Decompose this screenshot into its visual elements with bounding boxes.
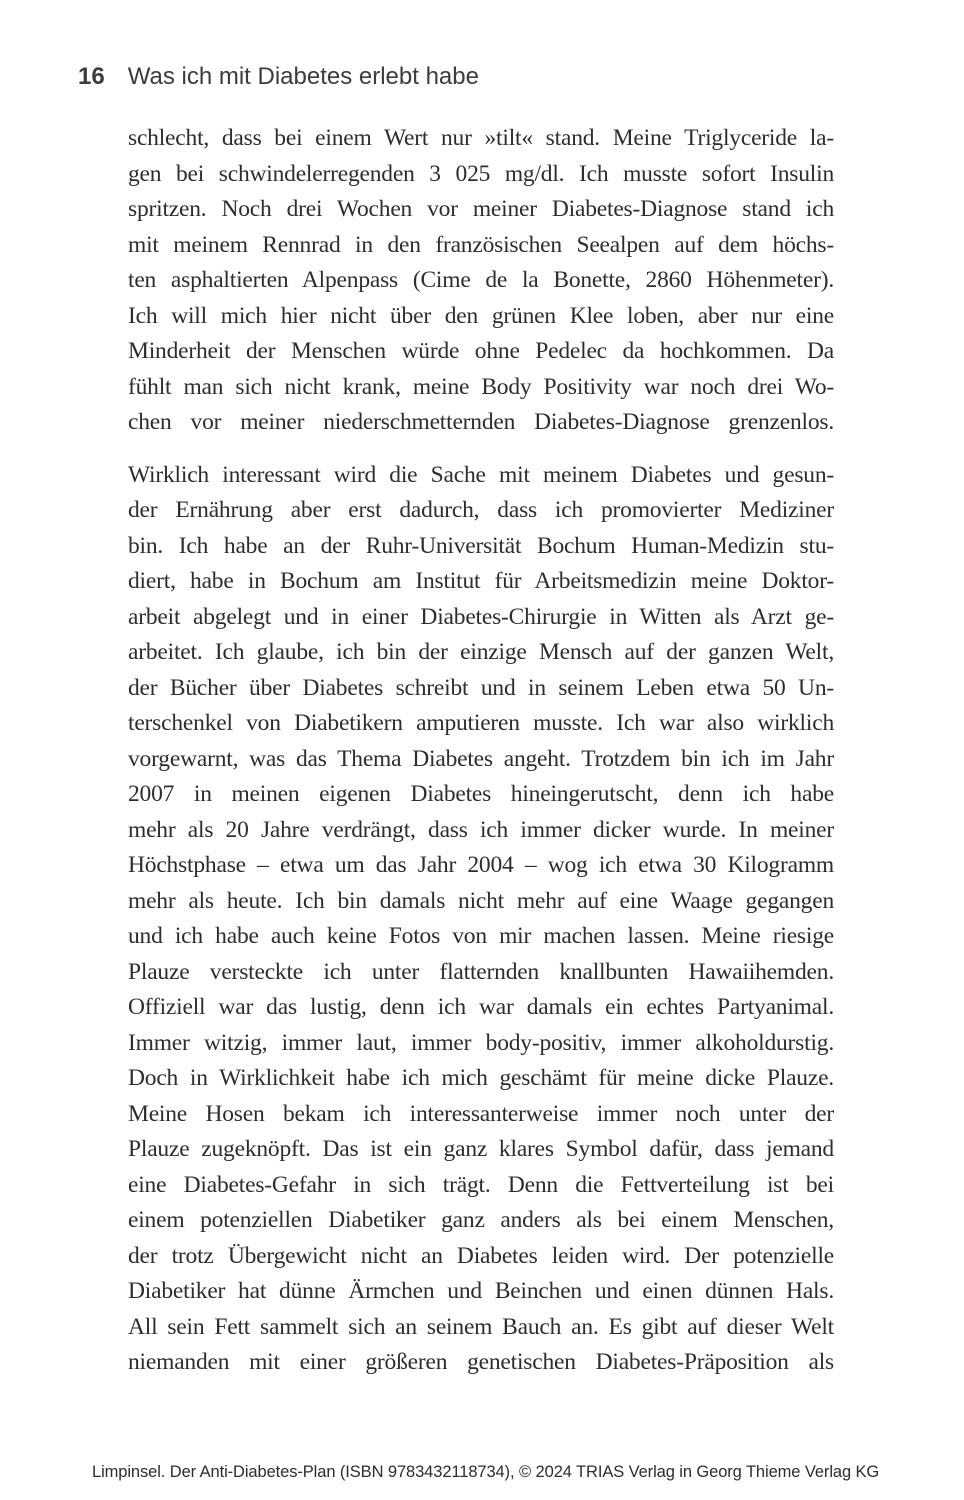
text-line: Offiziell war das lustig, denn ich war damals ein echtes Partyanimal. [128,994,834,1020]
text-line: vorgewarnt, was das Thema Diabetes angeht. Trotzdem bin ich im Jahr [128,745,834,772]
text-line: eine Diabetes-Gefahr in sich trägt. Denn die Fettverteilung ist bei [128,1171,834,1198]
text-line: Ich will mich hier nicht über den grünen Klee loben, aber nur eine [128,302,834,329]
text-line: Minderheit der Menschen würde ohne Pedelec da hochkommen. Da [128,338,834,364]
text-line: Immer witzig, immer laut, immer body-positiv, immer alkoholdurstig. [128,1029,834,1056]
text-line: Plauze versteckte ich unter flatternden knallbunten Hawaiihemden. [128,958,834,985]
text-line: gen bei schwindelerregenden 3 025 mg/dl. Ich musste sofort Insulin [128,160,834,187]
text-line: Wirklich interessant wird die Sache mit meinem Diabetes und gesun- [128,461,834,488]
text-line: der Ernährung aber erst dadurch, dass ich promovierter Mediziner [128,497,834,523]
chapter-title: Was ich mit Diabetes erlebt habe [127,63,479,90]
text-line: der Bücher über Diabetes schreibt und in seinem Leben etwa 50 Un- [128,674,834,701]
text-line: und ich habe auch keine Fotos von mir machen lassen. Meine riesige [128,923,834,949]
text-line: terschenkel von Diabetikern amputieren musste. Ich war also wirklich [128,710,834,736]
text-line: schlecht, dass bei einem Wert nur »tilt« stand. Meine Triglyceride la- [128,125,834,151]
page-number: 16 [78,63,105,90]
text-line: mehr als 20 Jahre verdrängt, dass ich immer dicker wurde. In meiner [128,816,834,843]
body-text [128,121,834,1381]
text-line: diert, habe in Bochum am Institut für Arbeitsmedizin meine Doktor- [128,568,834,594]
paragraph-1 [128,121,834,441]
text-line: Plauze zugeknöpft. Das ist ein ganz klares Symbol dafür, dass jemand [128,1136,834,1162]
text-line: bin. Ich habe an der Ruhr-Universität Bochum Human-Medizin stu- [128,532,834,559]
text-line: Doch in Wirklichkeit habe ich mich geschämt für meine dicke Plauze. [128,1065,834,1091]
text-line: mehr als heute. Ich bin damals nicht mehr auf eine Waage gegangen [128,887,834,914]
text-line: spritzen. Noch drei Wochen vor meiner Diabetes-Diagnose stand ich [128,196,834,222]
text-line: Meine Hosen bekam ich interessanterweise immer noch unter der [128,1100,834,1127]
text-line: einem potenziellen Diabetiker ganz anders als bei einem Menschen, [128,1207,834,1233]
running-head [78,62,479,92]
paragraph-2 [128,458,834,1381]
text-line: ten asphaltierten Alpenpass (Cime de la Bonette, 2860 Höhenmeter). [128,267,834,293]
text-line: Diabetiker hat dünne Ärmchen und Beinchen und einen dünnen Hals. [128,1278,834,1304]
text-line: mit meinem Rennrad in den französischen Seealpen auf dem höchs- [128,231,834,258]
text-line: der trotz Übergewicht nicht an Diabetes leiden wird. Der potenzielle [128,1242,834,1269]
text-line: arbeitet. Ich glaube, ich bin der einzige Mensch auf der ganzen Welt, [128,639,834,665]
text-line: chen vor meiner niederschmetternden Diabetes-Diagnose grenzenlos. [128,409,834,435]
text-line: Höchstphase – etwa um das Jahr 2004 – wog ich etwa 30 Kilogramm [128,852,834,878]
text-line: All sein Fett sammelt sich an seinem Bauch an. Es gibt auf dieser Welt [128,1313,834,1340]
imprint-footer: Limpinsel. Der Anti-Diabetes-Plan (ISBN 9783432118734), © 2024 TRIAS Verlag in Georg Thieme Verlag KG [92,1463,880,1481]
text-line: 2007 in meinen eigenen Diabetes hineingerutscht, denn ich habe [128,781,834,807]
text-line: fühlt man sich nicht krank, meine Body Positivity war noch drei Wo- [128,373,834,400]
text-line: niemanden mit einer größeren genetischen Diabetes-Präposition als [128,1349,834,1375]
text-line: arbeit abgelegt und in einer Diabetes-Chirurgie in Witten als Arzt ge- [128,603,834,630]
